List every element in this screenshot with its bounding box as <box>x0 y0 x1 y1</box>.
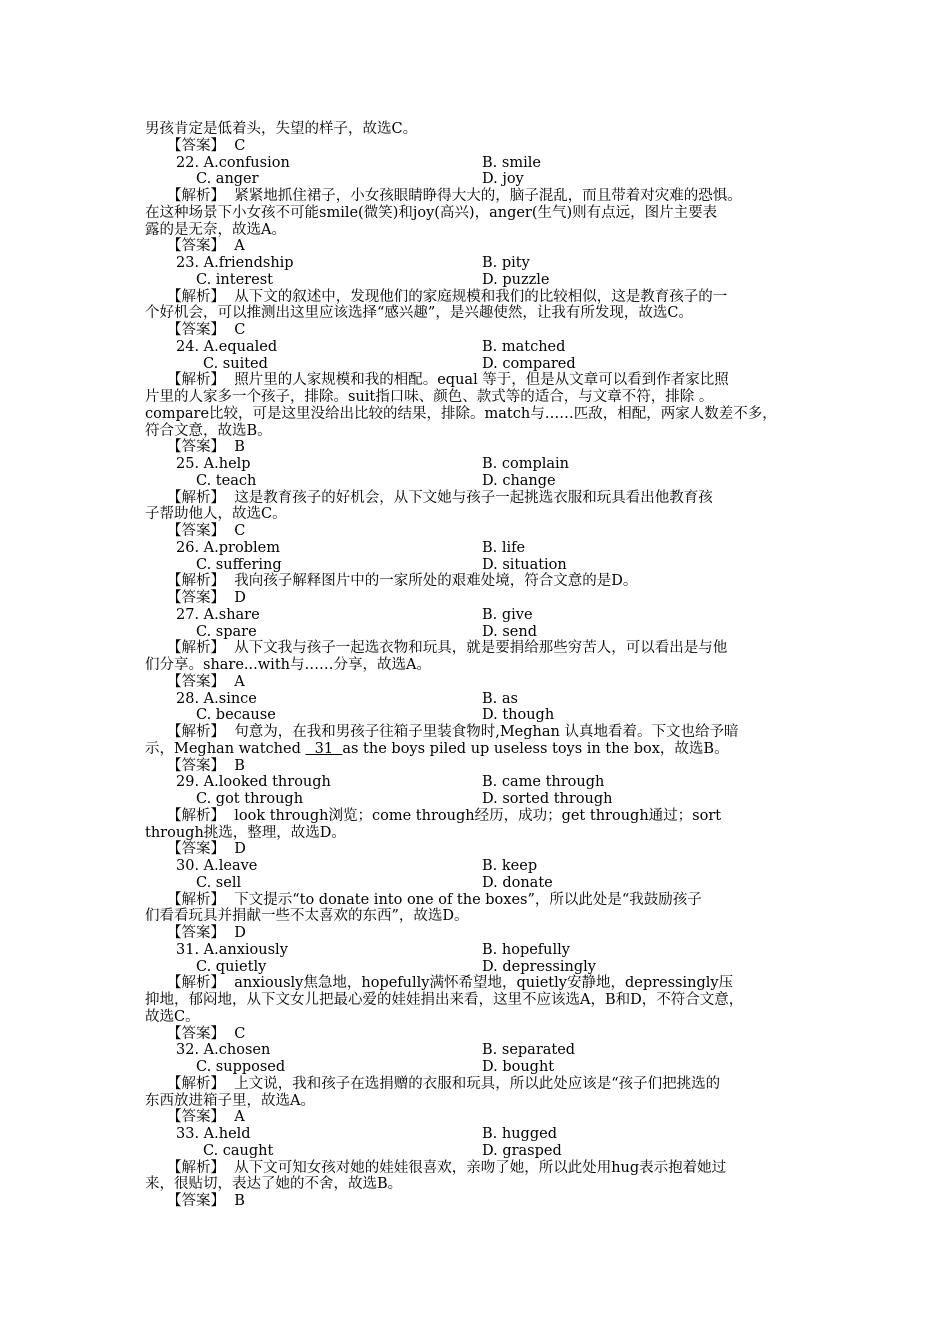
option-right: D. bought <box>482 1059 555 1075</box>
option-row <box>0 456 950 473</box>
option-row <box>0 1143 950 1160</box>
option-right: D. compared <box>482 355 576 372</box>
answer-line: 【答案】 D <box>167 841 246 858</box>
analysis-line: 【解析】 look through浏览；come through经历，成功；get through通过；sort <box>167 807 722 824</box>
analysis-line: 【解析】 下文提示“to donate into one of the boxes”，所以此处是“我鼓励孩子 <box>167 891 702 908</box>
option-left: C. got through <box>196 791 304 807</box>
option-left: C. supposed <box>196 1059 286 1075</box>
option-left: 24. A.equaled <box>176 338 278 355</box>
option-row <box>0 791 950 808</box>
option-row <box>0 272 950 289</box>
answer-line: 【答案】 C <box>167 523 246 539</box>
text-line: 们分享。share...with与……分享，故选A。 <box>145 657 431 673</box>
option-right: B. as <box>482 690 518 707</box>
option-left: 31. A.anxiously <box>176 941 288 958</box>
option-left: 33. A.held <box>176 1126 251 1142</box>
option-row <box>0 255 950 272</box>
option-row <box>0 1126 950 1143</box>
option-row <box>0 557 950 574</box>
text-line: through挑选，整理，故选D。 <box>145 824 346 841</box>
option-row <box>0 155 950 172</box>
option-row <box>0 356 950 373</box>
option-left: C. caught <box>203 1142 274 1159</box>
option-right: B. matched <box>482 338 566 355</box>
option-row <box>0 624 950 641</box>
option-left: C. quietly <box>196 958 267 975</box>
option-right: D. send <box>482 623 537 640</box>
text-line: 们看看玩具并捐献一些不太喜欢的东西”，故选D。 <box>145 908 469 925</box>
answer-line: 【答案】 C <box>167 137 246 154</box>
option-right: B. pity <box>482 255 530 271</box>
text-line: 个好机会，可以推测出这里应该选择“感兴趣”，是兴趣使然，让我有所发现，故选C。 <box>145 305 693 322</box>
option-row <box>0 942 950 959</box>
option-row <box>0 1059 950 1076</box>
option-right: D. grasped <box>482 1142 562 1159</box>
option-right: D. sorted through <box>482 791 613 807</box>
analysis-line: 【解析】 上文说，我和孩子在选捐赠的衣服和玩具，所以此处应该是“孩子们把挑选的 <box>167 1075 721 1092</box>
answer-line: 【答案】 B <box>167 757 245 774</box>
option-left: 23. A.friendship <box>176 255 294 271</box>
option-row <box>0 875 950 892</box>
option-left: C. anger <box>196 171 259 188</box>
option-right: B. life <box>482 539 526 556</box>
option-right: B. came through <box>482 774 605 791</box>
option-left: 26. A.problem <box>176 539 280 556</box>
option-right: B. hugged <box>482 1126 557 1142</box>
option-left: C. interest <box>196 271 273 288</box>
option-right: D. donate <box>482 874 553 891</box>
option-row <box>0 540 950 557</box>
option-right: D. change <box>482 472 556 489</box>
analysis-line: 【解析】 从下文的叙述中，发现他们的家庭规模和我们的比较相似，这是教育孩子的一 <box>167 288 728 305</box>
option-row <box>0 171 950 188</box>
option-right: B. separated <box>482 1042 576 1059</box>
text-line: 子帮助他人，故选C。 <box>145 506 287 523</box>
option-left: C. sell <box>196 874 242 891</box>
text-line: 抑地，郁闷地，从下文女儿把最心爱的娃娃捐出来看，这里不应该选A，B和D，不符合文意， <box>145 992 744 1008</box>
option-row <box>0 774 950 791</box>
option-left: C. because <box>196 707 276 724</box>
analysis-line: 【解析】 从下文可知女孩对她的娃娃很喜欢，亲吻了她，所以此处用hug表示抱着她过 <box>167 1159 727 1176</box>
text-line: 男孩肯定是低着头，失望的样子，故选C。 <box>145 121 418 137</box>
text-line <box>0 741 950 758</box>
option-right: B. keep <box>482 858 538 874</box>
answer-line: 【答案】 A <box>167 238 245 255</box>
option-left: 22. A.confusion <box>176 154 290 171</box>
analysis-line: 【解析】 照片里的人家规模和我的相配。equal 等于，但是从文章可以看到作者家比照 <box>167 372 729 389</box>
option-left: 30. A.leave <box>176 858 258 874</box>
text-line: 故选C。 <box>145 1008 200 1025</box>
option-right: D. joy <box>482 171 524 188</box>
option-left: 27. A.share <box>176 606 260 623</box>
option-left: 25. A.help <box>176 456 251 472</box>
option-row <box>0 339 950 356</box>
text-line: 来，很贴切，表达了她的不舍，故选B。 <box>145 1176 403 1193</box>
answer-line: 【答案】 B <box>167 1193 245 1209</box>
option-row <box>0 607 950 624</box>
text-line: compare比较，可是这里没给出比较的结果，排除。match与……匹敌，相配，两家人数差不多， <box>145 405 777 422</box>
option-row <box>0 707 950 724</box>
option-left: C. teach <box>196 472 257 489</box>
option-left: 32. A.chosen <box>176 1042 271 1059</box>
analysis-line: 【解析】 紧紧地抓住裙子，小女孩眼睛睁得大大的，脑子混乱，而且带着对灾难的恐惧。 <box>167 188 742 204</box>
answer-line: 【答案】 C <box>167 322 246 338</box>
answer-line: 【答案】 D <box>167 925 246 941</box>
option-row <box>0 1042 950 1059</box>
option-left: C. suited <box>203 355 268 372</box>
option-row <box>0 691 950 708</box>
text-line: 符合文意，故选B。 <box>145 422 272 439</box>
analysis-line: 【解析】 我向孩子解释图片中的一家所处的艰难处境，符合文意的是D。 <box>167 573 638 590</box>
option-right: D. though <box>482 707 555 724</box>
text-segment: as the boys piled up useless toys in the box，故选B。 <box>342 740 729 757</box>
option-right: D. depressingly <box>482 958 596 975</box>
answer-line: 【答案】 C <box>167 1025 246 1042</box>
option-row <box>0 959 950 976</box>
option-right: D. puzzle <box>482 271 550 288</box>
answer-line: 【答案】 D <box>167 590 246 606</box>
option-left: 29. A.looked through <box>176 774 331 791</box>
option-left: C. spare <box>196 623 257 640</box>
text-line: 片里的人家多一个孩子，排除。suit指口味、颜色、款式等的适合，与文章不符，排除 。 <box>145 389 714 405</box>
option-right: B. hopefully <box>482 941 570 958</box>
answer-line: 【答案】 A <box>167 673 245 690</box>
answer-line: 【答案】 A <box>167 1109 245 1126</box>
analysis-line: 【解析】 从下文我与孩子一起选衣物和玩具，就是要捐给那些穷苦人，可以看出是与他 <box>167 640 728 657</box>
option-row <box>0 858 950 875</box>
analysis-line: 【解析】 anxiously焦急地，hopefully满怀希望地，quietly安静地，depressingly压 <box>167 975 734 992</box>
option-row <box>0 473 950 490</box>
option-right: B. complain <box>482 456 570 472</box>
text-line: 在这种场景下小女孩不可能smile(微笑)和joy(高兴)，anger(生气)则有点远，图片主要表 <box>145 204 718 221</box>
text-segment: 示，Meghan watched <box>145 740 306 757</box>
text-line: 露的是无奈，故选A。 <box>145 221 286 238</box>
analysis-line: 【解析】 句意为，在我和男孩子往箱子里装食物时,Meghan 认真地看着。下文也给予暗 <box>167 724 739 740</box>
option-left: C. suffering <box>196 556 282 573</box>
blank-31: 31 <box>305 740 343 757</box>
text-line: 东西放进箱子里，故选A。 <box>145 1092 315 1109</box>
option-right: B. smile <box>482 154 541 171</box>
answer-line: 【答案】 B <box>167 439 245 456</box>
document-body <box>0 121 950 1210</box>
option-left: 28. A.since <box>176 690 257 707</box>
option-right: D. situation <box>482 556 567 573</box>
analysis-line: 【解析】 这是教育孩子的好机会，从下文她与孩子一起挑选衣服和玩具看出他教育孩 <box>167 489 713 506</box>
option-right: B. give <box>482 606 533 623</box>
